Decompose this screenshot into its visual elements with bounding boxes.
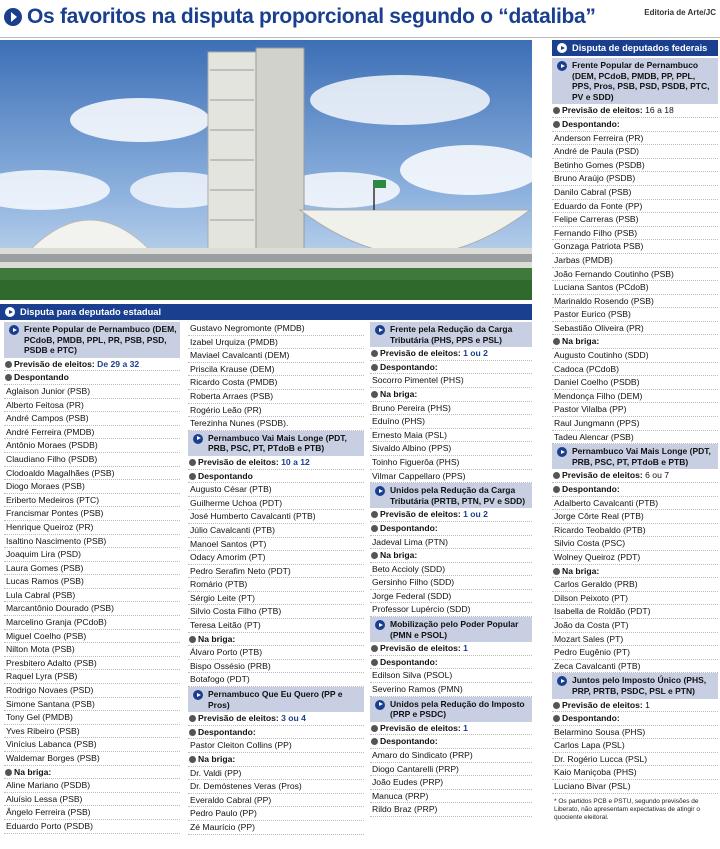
candidate-item: Teresa Leitão (PT) bbox=[188, 619, 364, 633]
candidate-item: Izabel Urquiza (PMDB) bbox=[188, 336, 364, 350]
candidate-item: Professor Lupércio (SDD) bbox=[370, 603, 532, 617]
arrow-icon bbox=[557, 43, 567, 53]
prev-row: Previsão de eleitos: 1 bbox=[370, 642, 532, 656]
desp-label: Despontando: bbox=[188, 726, 364, 740]
estadual-col-2 bbox=[188, 322, 364, 835]
candidate-item: Eduíno (PHS) bbox=[370, 415, 532, 429]
candidate-list bbox=[370, 749, 532, 817]
candidate-item: Gustavo Negromonte (PMDB) bbox=[188, 322, 364, 336]
candidate-item: Wolney Queiroz (PDT) bbox=[552, 551, 718, 565]
candidate-item: Simone Santana (PSB) bbox=[4, 698, 180, 712]
candidate-item: Tony Gel (PMDB) bbox=[4, 711, 180, 725]
arrow-icon bbox=[4, 8, 22, 26]
candidate-item: Clodoaldo Magalhães (PSB) bbox=[4, 467, 180, 481]
prev-row: Previsão de eleitos: 1 bbox=[370, 722, 532, 736]
candidate-item: Daniel Coelho (PSDB) bbox=[552, 376, 718, 390]
candidate-item: Gonzaga Patriota PSB) bbox=[552, 240, 718, 254]
candidate-item: Silvio Costa (PSC) bbox=[552, 537, 718, 551]
candidate-item: Jarbas (PMDB) bbox=[552, 254, 718, 268]
candidate-item: Felipe Carreras (PSB) bbox=[552, 213, 718, 227]
candidate-item: Aluísio Lessa (PSB) bbox=[4, 793, 180, 807]
candidate-item: Diogo Moraes (PSB) bbox=[4, 480, 180, 494]
desp-label: Despontando: bbox=[370, 656, 532, 670]
candidate-item: Pedro Eugênio (PT) bbox=[552, 646, 718, 660]
candidate-item: Guilherme Uchoa (PDT) bbox=[188, 497, 364, 511]
coalition-frente-popular: Frente Popular de Pernambuco (DEM, PCdoB, PMDB, PPL, PR, PSB, PSD, PSDB e PTC) bbox=[4, 322, 180, 358]
estadual-section-header: Disputa para deputado estadual bbox=[0, 304, 532, 320]
candidate-item: Francismar Pontes (PSB) bbox=[4, 507, 180, 521]
candidate-list bbox=[370, 536, 532, 550]
arrow-icon bbox=[193, 690, 203, 700]
candidate-item: Odacy Amorim (PT) bbox=[188, 551, 364, 565]
candidate-item: Marinaldo Rosendo (PSB) bbox=[552, 295, 718, 309]
candidate-item: Gersinho Filho (SDD) bbox=[370, 576, 532, 590]
prev-row: Previsão de eleitos: 16 a 18 bbox=[552, 104, 718, 118]
candidate-list bbox=[552, 726, 718, 794]
candidate-item: Pastor Cleiton Collins (PP) bbox=[188, 739, 364, 753]
candidate-list bbox=[552, 349, 718, 444]
candidate-item: Bruno Pereira (PHS) bbox=[370, 402, 532, 416]
prev-row: Previsão de eleitos: 1 ou 2 bbox=[370, 347, 532, 361]
desp-label: Despontando: bbox=[552, 483, 718, 497]
candidate-item: Jorge Côrte Real (PTB) bbox=[552, 510, 718, 524]
candidate-item: Vinícius Labanca (PSB) bbox=[4, 738, 180, 752]
desp-label: Despontando bbox=[4, 371, 180, 385]
federal-section-header: Disputa de deputados federais bbox=[552, 40, 718, 56]
estadual-col-3 bbox=[370, 322, 532, 817]
candidate-item: Mozart Sales (PT) bbox=[552, 633, 718, 647]
arrow-icon bbox=[9, 325, 19, 335]
candidate-item: Nilton Mota (PSB) bbox=[4, 643, 180, 657]
candidate-list bbox=[552, 578, 718, 673]
prev-row: Previsão de eleitos: 1 bbox=[552, 699, 718, 713]
candidate-list bbox=[370, 669, 532, 696]
candidate-list bbox=[188, 322, 364, 431]
candidate-item: Maviael Cavalcanti (DEM) bbox=[188, 349, 364, 363]
candidate-item: Priscila Krause (DEM) bbox=[188, 363, 364, 377]
briga-label: Na briga: bbox=[188, 633, 364, 647]
candidate-item: Dr. Rogério Lucca (PSL) bbox=[552, 753, 718, 767]
candidate-item: Pastor Eurico (PSB) bbox=[552, 308, 718, 322]
desp-label: Despontando: bbox=[552, 118, 718, 132]
candidate-item: Augusto César (PTB) bbox=[188, 483, 364, 497]
candidate-item: Isabella de Roldão (PDT) bbox=[552, 605, 718, 619]
candidate-item: Edilson Silva (PSOL) bbox=[370, 669, 532, 683]
prev-row: Previsão de eleitos: 10 a 12 bbox=[188, 456, 364, 470]
candidate-item: Antônio Moraes (PSDB) bbox=[4, 439, 180, 453]
candidate-item: Claudiano Filho (PSDB) bbox=[4, 453, 180, 467]
candidate-item: Adalberto Cavalcanti (PTB) bbox=[552, 497, 718, 511]
candidate-item: Rogério Leão (PR) bbox=[188, 404, 364, 418]
candidate-list bbox=[370, 563, 532, 617]
coalition-frente-popular-federal: Frente Popular de Pernambuco (DEM, PCdoB, PMDB, PP, PPL, PPS, Pros, PSB, PSD, PSDB, PTC, PV e SDD) bbox=[552, 58, 718, 104]
candidate-item: Rildo Braz (PRP) bbox=[370, 803, 532, 817]
candidate-item: Diogo Cantarelli (PRP) bbox=[370, 763, 532, 777]
coalition-reducao: Frente pela Redução da Carga Tributária (PHS, PPS e PSL) bbox=[370, 322, 532, 347]
candidate-item: Eriberto Medeiros (PTC) bbox=[4, 494, 180, 508]
candidate-item: Vilmar Cappellaro (PPS) bbox=[370, 470, 532, 484]
candidate-item: Raquel Lyra (PSB) bbox=[4, 670, 180, 684]
page-title: Os favoritos na disputa proporcional segundo o “dataliba” bbox=[27, 5, 596, 28]
candidate-item: Belarmino Sousa (PHS) bbox=[552, 726, 718, 740]
candidate-item: Presbitero Adalto (PSB) bbox=[4, 657, 180, 671]
candidate-item: Manuca (PRP) bbox=[370, 790, 532, 804]
candidate-item: Terezinha Nunes (PSDB). bbox=[188, 417, 364, 431]
candidate-item: Cadoca (PCdoB) bbox=[552, 363, 718, 377]
coalition-vai-mais-longe: Pernambuco Vai Mais Longe (PDT, PRB, PSC, PT, PTdoB e PTB) bbox=[188, 431, 364, 456]
coalition-unidos-imposto: Unidos pela Redução do Imposto (PRP e PSDC) bbox=[370, 697, 532, 722]
candidate-item: Dr. Demóstenes Veras (Pros) bbox=[188, 780, 364, 794]
candidate-item: Kaio Maniçoba (PHS) bbox=[552, 766, 718, 780]
candidate-list bbox=[188, 739, 364, 753]
candidate-item: Carlos Lapa (PSL) bbox=[552, 739, 718, 753]
candidate-item: Zé Maurício (PP) bbox=[188, 821, 364, 835]
desp-label: Despontando: bbox=[370, 735, 532, 749]
coalition-imposto-unico: Juntos pelo Imposto Único (PHS, PRP, PRTB, PSDC, PSL e PTN) bbox=[552, 673, 718, 698]
estadual-col-1 bbox=[4, 322, 180, 834]
candidate-item: João Fernando Coutinho (PSB) bbox=[552, 268, 718, 282]
arrow-icon bbox=[557, 447, 567, 457]
candidate-item: Carlos Geraldo (PRB) bbox=[552, 578, 718, 592]
page-header bbox=[0, 0, 720, 38]
footnote: * Os partidos PCB e PSTU, segundo previsões de Liberato, não apresentam expectativas de atingir o quociente eleitoral. bbox=[554, 797, 700, 821]
arrow-icon bbox=[557, 676, 567, 686]
desp-label: Despontando: bbox=[370, 361, 532, 375]
candidate-item: Aglaison Junior (PSB) bbox=[4, 385, 180, 399]
candidate-item: Ângelo Ferreira (PSB) bbox=[4, 806, 180, 820]
candidate-item: Ernesto Maia (PSL) bbox=[370, 429, 532, 443]
candidate-item: André Ferreira (PMDB) bbox=[4, 426, 180, 440]
candidate-list bbox=[370, 402, 532, 484]
candidate-item: Marcelino Granja (PCdoB) bbox=[4, 616, 180, 630]
candidate-item: André Campos (PSB) bbox=[4, 412, 180, 426]
arrow-icon bbox=[375, 325, 385, 335]
briga-label: Na briga: bbox=[552, 335, 718, 349]
candidate-item: Júlio Cavalcanti (PTB) bbox=[188, 524, 364, 538]
candidate-item: Pedro Paulo (PP) bbox=[188, 807, 364, 821]
arrow-icon bbox=[375, 486, 385, 496]
candidate-item: Romário (PTB) bbox=[188, 578, 364, 592]
candidate-item: Luciano Bivar (PSL) bbox=[552, 780, 718, 794]
candidate-item: Botafogo (PDT) bbox=[188, 673, 364, 687]
candidate-item: Zeca Cavalcanti (PTB) bbox=[552, 660, 718, 674]
candidate-item: Anderson Ferreira (PR) bbox=[552, 132, 718, 146]
candidate-item: Roberta Arraes (PSB) bbox=[188, 390, 364, 404]
candidate-item: Tadeu Alencar (PSB) bbox=[552, 431, 718, 445]
briga-label: Na briga: bbox=[552, 565, 718, 579]
candidate-item: Silvio Costa Filho (PTB) bbox=[188, 605, 364, 619]
candidate-item: Waldemar Borges (PSB) bbox=[4, 752, 180, 766]
arrow-icon bbox=[375, 700, 385, 710]
candidate-item: Socorro Pimentel (PHS) bbox=[370, 374, 532, 388]
candidate-list bbox=[370, 374, 532, 388]
briga-label: Na briga: bbox=[370, 388, 532, 402]
candidate-item: Álvaro Porto (PTB) bbox=[188, 646, 364, 660]
candidate-item: Sérgio Leite (PT) bbox=[188, 592, 364, 606]
candidate-item: João Eudes (PRP) bbox=[370, 776, 532, 790]
candidate-item: Dr. Valdi (PP) bbox=[188, 767, 364, 781]
candidate-item: Eduardo Porto (PSDB) bbox=[4, 820, 180, 834]
prev-row: Previsão de eleitos: De 29 a 32 bbox=[4, 358, 180, 372]
prev-row: Previsão de eleitos: 3 ou 4 bbox=[188, 712, 364, 726]
candidate-item: André de Paula (PSD) bbox=[552, 145, 718, 159]
candidate-item: Bispo Ossésio (PRB) bbox=[188, 660, 364, 674]
briga-label: Na briga: bbox=[4, 766, 180, 780]
candidate-item: Jadeval Lima (PTN) bbox=[370, 536, 532, 550]
candidate-item: Pastor Vilalba (PP) bbox=[552, 403, 718, 417]
candidate-item: Pedro Serafim Neto (PDT) bbox=[188, 565, 364, 579]
arrow-icon bbox=[557, 61, 567, 71]
candidate-item: Beto Accioly (SDD) bbox=[370, 563, 532, 577]
arrow-icon bbox=[375, 620, 385, 630]
candidate-list bbox=[4, 385, 180, 766]
candidate-item: Marcantônio Dourado (PSB) bbox=[4, 602, 180, 616]
candidate-item: Severino Ramos (PMN) bbox=[370, 683, 532, 697]
candidate-item: Ricardo Teobaldo (PTB) bbox=[552, 524, 718, 538]
desp-label: Despontando: bbox=[370, 522, 532, 536]
candidate-list bbox=[188, 767, 364, 835]
candidate-list bbox=[188, 483, 364, 633]
candidate-item: Mendonça Filho (DEM) bbox=[552, 390, 718, 404]
coalition-vai-mais-longe-federal: Pernambuco Vai Mais Longe (PDT, PRB, PSC, PT, PTdoB e PTB) bbox=[552, 444, 718, 469]
candidate-item: Jorge Federal (SDD) bbox=[370, 590, 532, 604]
candidate-item: Bruno Araújo (PSDB) bbox=[552, 172, 718, 186]
candidate-item: Dilson Peixoto (PT) bbox=[552, 592, 718, 606]
candidate-item: Augusto Coutinho (SDD) bbox=[552, 349, 718, 363]
candidate-item: João da Costa (PT) bbox=[552, 619, 718, 633]
candidate-list bbox=[188, 646, 364, 687]
credit: Editoria de Arte/JC bbox=[644, 8, 716, 17]
arrow-icon bbox=[193, 434, 203, 444]
candidate-item: Danilo Cabral (PSB) bbox=[552, 186, 718, 200]
candidate-item: Alberto Feitosa (PR) bbox=[4, 399, 180, 413]
coalition-mobilizacao: Mobilização pelo Poder Popular (PMN e PSOL) bbox=[370, 617, 532, 642]
candidate-item: Lula Cabral (PSB) bbox=[4, 589, 180, 603]
prev-row: Previsão de eleitos: 1 ou 2 bbox=[370, 508, 532, 522]
desp-label: Despontando bbox=[188, 470, 364, 484]
candidate-item: Yves Ribeiro (PSB) bbox=[4, 725, 180, 739]
candidate-list bbox=[552, 132, 718, 336]
desp-label: Despontando: bbox=[552, 712, 718, 726]
candidate-item: Toinho Figuerôa (PHS) bbox=[370, 456, 532, 470]
candidate-list bbox=[4, 779, 180, 833]
candidate-item: Henrique Queiroz (PR) bbox=[4, 521, 180, 535]
candidate-item: Betinho Gomes (PSDB) bbox=[552, 159, 718, 173]
candidate-list bbox=[552, 497, 718, 565]
candidate-item: Lucas Ramos (PSB) bbox=[4, 575, 180, 589]
candidate-item: Amaro do Sindicato (PRP) bbox=[370, 749, 532, 763]
candidate-item: Ricardo Costa (PMDB) bbox=[188, 376, 364, 390]
coalition-unidos: Unidos pela Redução da Carga Tributária (PRTB, PTN, PV e SDD) bbox=[370, 483, 532, 508]
candidate-item: Luciana Santos (PCdoB) bbox=[552, 281, 718, 295]
congress-photo bbox=[0, 40, 532, 300]
candidate-item: Isaltino Nascimento (PSB) bbox=[4, 535, 180, 549]
candidate-item: Eduardo da Fonte (PP) bbox=[552, 200, 718, 214]
candidate-item: Aline Mariano (PSDB) bbox=[4, 779, 180, 793]
briga-label: Na briga: bbox=[188, 753, 364, 767]
candidate-item: Manoel Santos (PT) bbox=[188, 538, 364, 552]
coalition-que-eu-quero: Pernambuco Que Eu Quero (PP e Pros) bbox=[188, 687, 364, 712]
candidate-item: Fernando Filho (PSB) bbox=[552, 227, 718, 241]
candidate-item: Rodrigo Novaes (PSD) bbox=[4, 684, 180, 698]
candidate-item: Joaquim Lira (PSD) bbox=[4, 548, 180, 562]
candidate-item: Raul Jungmann (PPS) bbox=[552, 417, 718, 431]
prev-row: Previsão de eleitos: 6 ou 7 bbox=[552, 469, 718, 483]
candidate-item: Miguel Coelho (PSB) bbox=[4, 630, 180, 644]
briga-label: Na briga: bbox=[370, 549, 532, 563]
candidate-item: Laura Gomes (PSB) bbox=[4, 562, 180, 576]
federal-column bbox=[552, 40, 718, 822]
candidate-item: Sebastião Oliveira (PR) bbox=[552, 322, 718, 336]
arrow-icon bbox=[5, 307, 15, 317]
candidate-item: Sivaldo Albino (PPS) bbox=[370, 442, 532, 456]
candidate-item: José Humberto Cavalcanti (PTB) bbox=[188, 510, 364, 524]
candidate-item: Everaldo Cabral (PP) bbox=[188, 794, 364, 808]
